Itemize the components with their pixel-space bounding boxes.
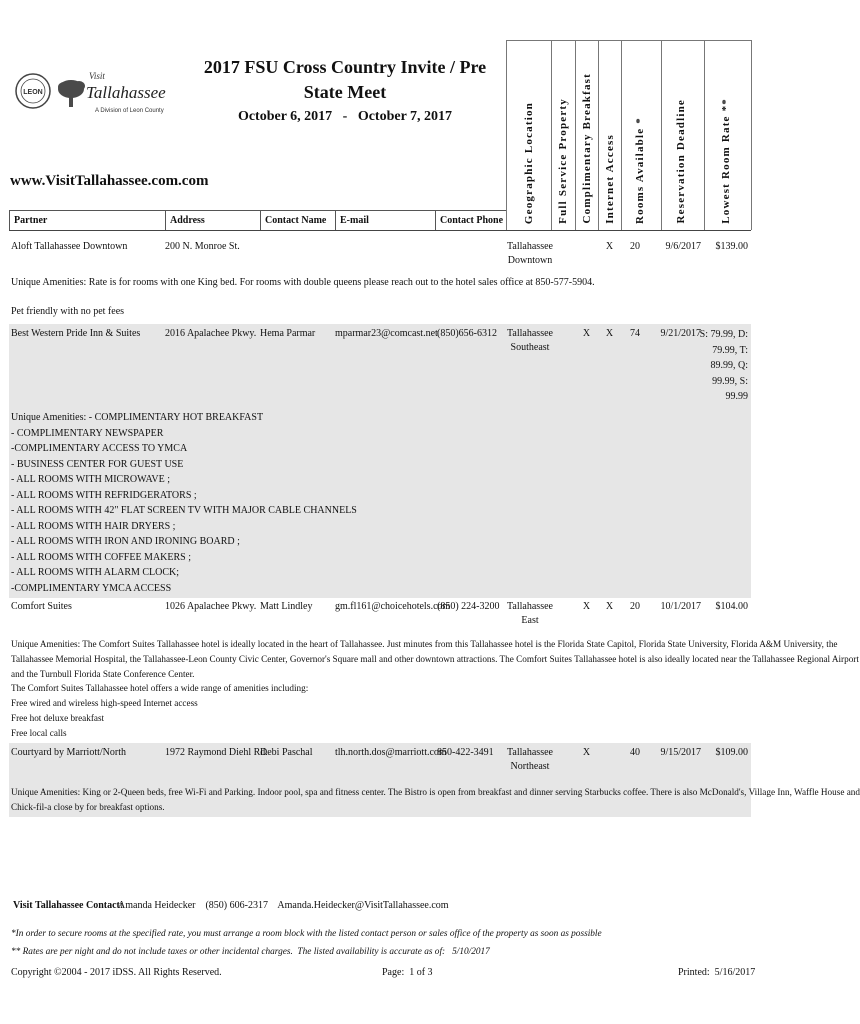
amenity-line: Tallahassee Memorial Hospital, the Tallahassee-Leon County Civic Center, Governor's Square mall and other downtown attractions. The Comfort Suites Tallahassee hotel is also ideally located near the Tallahassee Regional Airport [11, 653, 859, 664]
amenity-line: - ALL ROOMS WITH ALARM CLOCK; [11, 567, 180, 578]
hotel-contact-name: Hema Parmar [260, 328, 316, 339]
col-rate [704, 40, 752, 230]
page-number: Page: 1 of 3 [382, 967, 433, 978]
amenity-line: Unique Amenities: Rate is for rooms with one King bed. For rooms with double queens please reach out to the hotel sales office at 850-577-5904. [11, 277, 595, 288]
amenity-line: - ALL ROOMS WITH 42" FLAT SCREEN TV WITH MAJOR CABLE CHANNELS [11, 505, 357, 516]
hotel-geo: Tallahassee Downtown [507, 241, 553, 266]
amenity-line: - BUSINESS CENTER FOR GUEST USE [11, 458, 184, 470]
col-deadline-label: Reservation Deadline [675, 99, 687, 224]
amenity-line: - COMPLIMENTARY NEWSPAPER [11, 427, 164, 439]
seal-text: LEON [23, 89, 43, 96]
hotel-amenities [11, 410, 357, 596]
header-rule [9, 230, 751, 231]
printed-date: Printed: 5/16/2017 [678, 967, 756, 978]
col-rooms [621, 40, 662, 230]
footnote-reservation: *In order to secure rooms at the specified rate, you must arrange a room block with the listed contact person or sales office of the property as soon as possible [11, 929, 602, 939]
amenity-line: - ALL ROOMS WITH COFFEE MAKERS ; [11, 551, 192, 563]
hotel-rate [694, 327, 748, 405]
hotel-amenities [11, 785, 860, 815]
hotel-amenities [11, 637, 859, 741]
website-link[interactable]: www.VisitTallahassee.com.com [10, 173, 209, 189]
event-dates: October 6, 2017 - October 7, 2017 [237, 109, 453, 124]
col-breakfast-label: Complimentary Breakfast [581, 73, 593, 224]
hotel-contact-name: Matt Lindley [260, 601, 313, 612]
hotel-internet: X [605, 241, 614, 252]
hotel-rooms: 40 [630, 747, 640, 758]
hotel-rate: $139.00 [715, 241, 748, 252]
amenity-line: Free local calls [11, 727, 67, 738]
col-full-service [551, 40, 576, 230]
rate-line: 89.99, Q: [710, 360, 748, 371]
amenity-line: Unique Amenities: - COMPLIMENTARY HOT BREAKFAST [11, 412, 264, 423]
event-title [195, 55, 495, 105]
logo-tagline: A Division of Leon County [95, 108, 164, 114]
col-partner: Partner [9, 210, 165, 230]
hotel-partner: Best Western Pride Inn & Suites [11, 328, 141, 339]
event-title-line1: 2017 FSU Cross Country Invite / Pre [203, 57, 487, 77]
hotel-address: 1972 Raymond Diehl Rd. [165, 747, 268, 758]
hotel-phone: (850) 224-3200 [437, 601, 500, 612]
amenity-line: Unique Amenities: King or 2-Queen beds, free Wi-Fi and Parking. Indoor pool, spa and fitness center. The Bistro is open from breakfast and dinner serving Starbucks coffee. There is also McDonald's, Village Inn, Waffle House and [11, 787, 860, 797]
rate-line: 79.99, T: [712, 344, 748, 356]
hotel-geo: Tallahassee East [507, 601, 553, 626]
hotel-rooms: 74 [630, 328, 640, 339]
col-geo-label: Geographic Location [523, 101, 535, 224]
amenity-line: Pet friendly with no pet fees [11, 305, 125, 317]
col-internet [598, 40, 622, 230]
amenity-line [11, 291, 595, 305]
logo-brand-small: Visit [89, 71, 105, 81]
col-rooms-label: Rooms Available * [634, 117, 646, 224]
amenity-line: - ALL ROOMS WITH HAIR DRYERS ; [11, 520, 176, 532]
hotel-full-service: X [582, 747, 591, 758]
amenity-line: - ALL ROOMS WITH REFRIDGERATORS ; [11, 489, 197, 501]
amenity-line: Free hot deluxe breakfast [11, 712, 105, 723]
hotel-deadline: 9/6/2017 [665, 241, 701, 252]
amenity-line: - ALL ROOMS WITH IRON AND IRONING BOARD ; [11, 536, 240, 547]
amenity-line: Chick-fil-a close by for breakfast options. [11, 802, 165, 812]
hotel-partner: Courtyard by Marriott/North [11, 747, 126, 758]
amenity-line: Free wired and wireless high-speed Internet access [11, 698, 198, 709]
hotel-rate: $109.00 [715, 747, 748, 758]
col-full-service-label: Full Service Property [557, 98, 569, 224]
hotel-deadline: 10/1/2017 [660, 601, 701, 612]
footnote-rates: ** Rates are per night and do not include taxes or other incidental charges. The listed availability is accurate as of: 5/10/2017 [11, 947, 490, 957]
hotel-partner: Comfort Suites [11, 601, 72, 612]
hotel-phone: (850)656-6312 [437, 328, 497, 339]
amenity-line: Unique Amenities: The Comfort Suites Tallahassee hotel is ideally located in the heart of Tallahassee. Just minutes from this Tallahassee hotel is the Florida State Capitol, Florida State University, Florida A&M University, the [11, 639, 838, 649]
rate-line: S: 79.99, D: [699, 329, 748, 340]
amenity-line: -COMPLIMENTARY YMCA ACCESS [11, 582, 172, 594]
amenity-line: and the Turnbull Florida State Conference Center. [11, 668, 195, 679]
col-contact-name: Contact Name [260, 210, 335, 230]
col-email: E-mail [335, 210, 435, 230]
amenity-line: -COMPLIMENTARY ACCESS TO YMCA [11, 443, 188, 454]
amenity-line: - ALL ROOMS WITH MICROWAVE ; [11, 474, 170, 485]
hotel-email[interactable]: gm.fl161@choicehotels.com [335, 601, 451, 612]
copyright: Copyright ©2004 - 2017 iDSS. All Rights Reserved. [11, 967, 222, 978]
visit-tallahassee-logo [15, 65, 166, 125]
logo-brand-large: Tallahassee [86, 83, 166, 102]
visit-contact-info: Amanda Heidecker (850) 606-2317 Amanda.Heidecker@VisitTallahassee.com [118, 900, 449, 911]
hotel-address: 1026 Apalachee Pkwy. [165, 601, 257, 612]
col-deadline [661, 40, 705, 230]
rate-line: 99.99 [725, 391, 748, 402]
hotel-geo: Tallahassee Southeast [507, 328, 553, 353]
hotel-deadline: 9/21/2017 [660, 328, 701, 339]
col-contact-phone: Contact Phone [435, 210, 506, 230]
hotel-address: 2016 Apalachee Pkwy. [165, 328, 257, 339]
hotel-breakfast: X [582, 601, 591, 612]
hotel-deadline: 9/15/2017 [660, 747, 701, 758]
hotel-contact-name: Debi Paschal [260, 747, 313, 758]
col-address: Address [165, 210, 260, 230]
hotel-address: 200 N. Monroe St. [165, 241, 240, 252]
hotel-email[interactable]: tlh.north.dos@marriott.com [335, 747, 447, 758]
visit-contact-label: Visit Tallahassee Contact: [13, 900, 124, 911]
hotel-breakfast: X [582, 328, 591, 339]
hotel-email[interactable]: mparmar23@comcast.net [335, 328, 438, 339]
col-breakfast [575, 40, 599, 230]
col-internet-label: Internet Access [604, 134, 616, 224]
hotel-rooms: 20 [630, 241, 640, 252]
amenity-line: The Comfort Suites Tallahassee hotel offers a wide range of amenities including: [11, 683, 309, 694]
hotel-rate: $104.00 [715, 601, 748, 612]
rate-line: 99.99, S: [712, 375, 748, 387]
hotel-phone: 850-422-3491 [437, 747, 494, 758]
col-rate-label: Lowest Room Rate ** [720, 98, 732, 224]
hotel-internet: X [605, 601, 614, 612]
hotel-partner: Aloft Tallahassee Downtown [11, 241, 128, 252]
event-title-line2: State Meet [303, 82, 387, 102]
hotel-amenities [11, 276, 595, 319]
hotel-internet: X [605, 328, 614, 339]
hotel-rooms: 20 [630, 601, 640, 612]
col-geo [506, 40, 552, 230]
hotel-geo: Tallahassee Northeast [507, 747, 553, 772]
